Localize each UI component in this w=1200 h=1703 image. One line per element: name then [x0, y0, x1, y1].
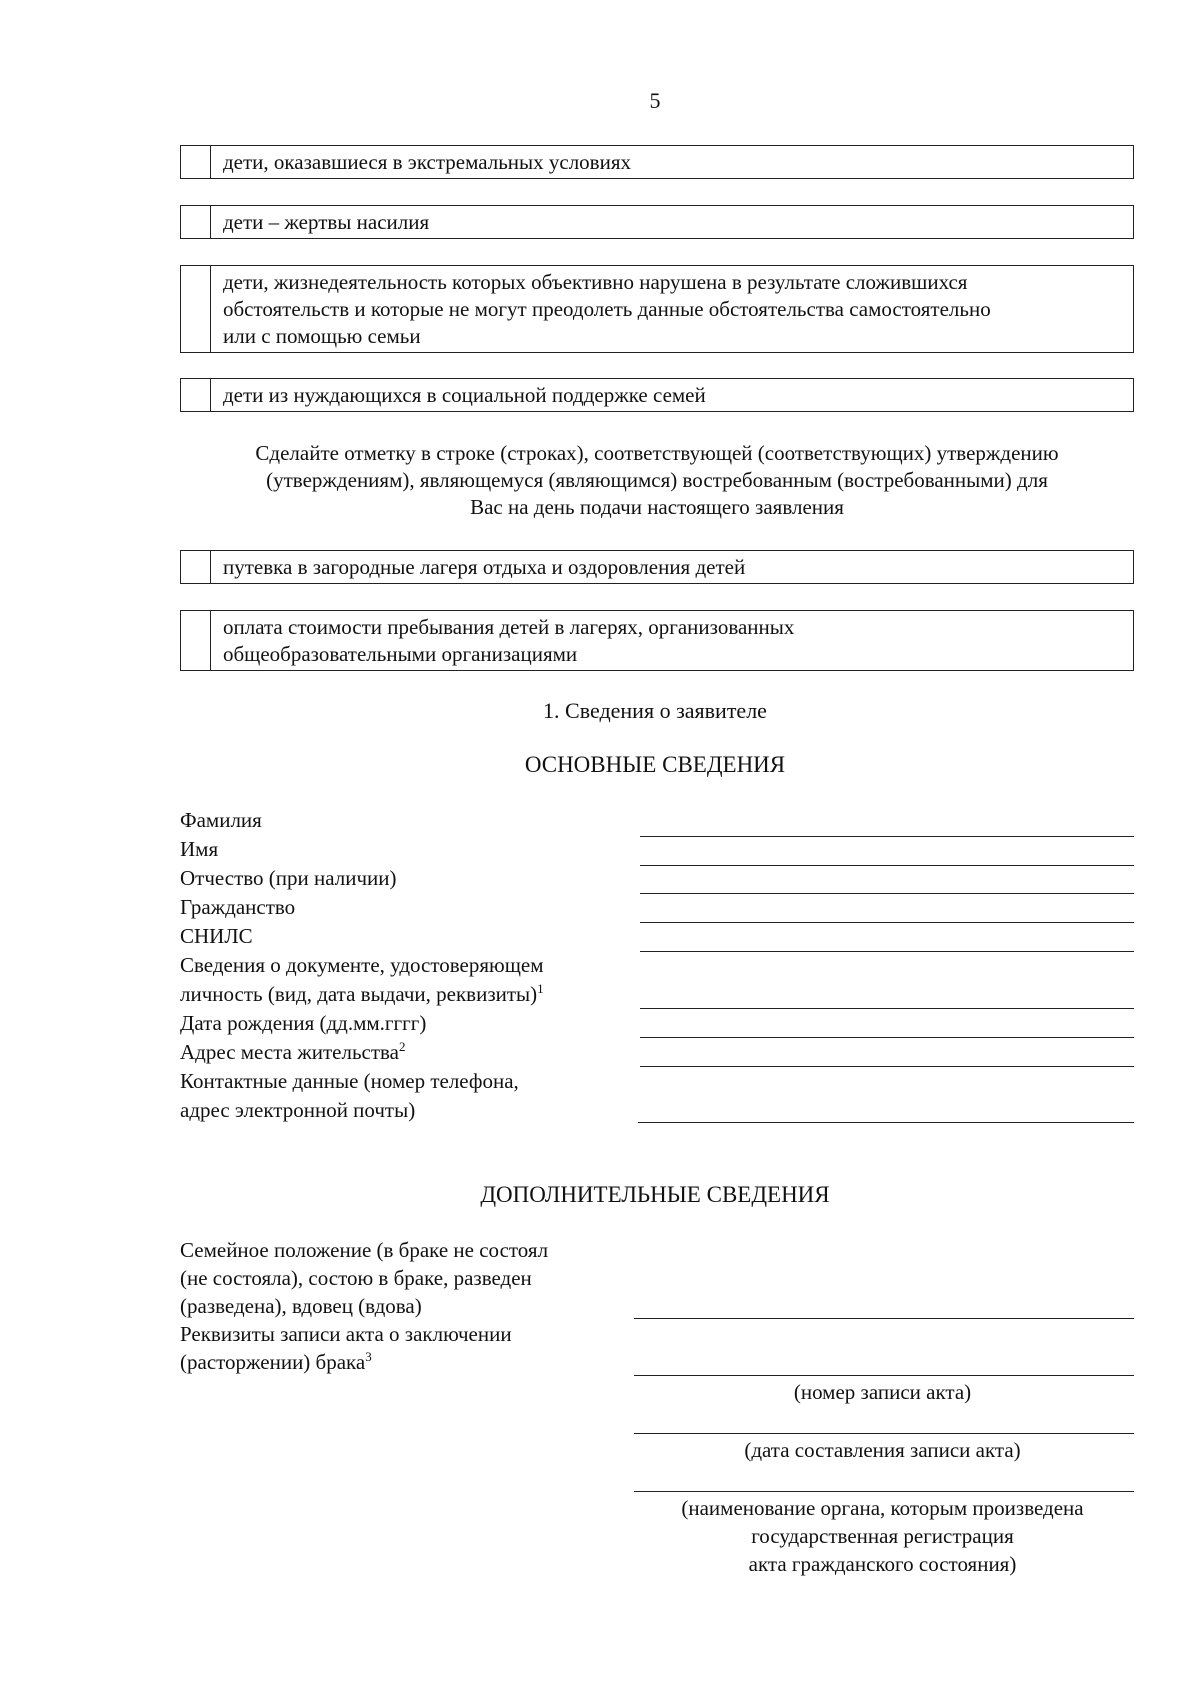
- option-label: дети, оказавшиеся в экстремальных условиях: [223, 150, 631, 174]
- checkbox[interactable]: [181, 146, 211, 178]
- option-label: дети из нуждающихся в социальной поддержке семей: [223, 383, 706, 407]
- authority-caption: (наименование органа, которым произведена государственная регистрация акта гражданского состояния): [681, 1496, 1084, 1576]
- additional-heading: ДОПОЛНИТЕЛЬНЫЕ СВЕДЕНИЯ: [480, 1182, 830, 1207]
- birth-date-field[interactable]: [640, 1037, 1134, 1038]
- address-field[interactable]: [640, 1066, 1134, 1067]
- checkbox[interactable]: [181, 266, 211, 352]
- option-needy-families[interactable]: [180, 378, 1134, 412]
- label-name: Имя: [180, 837, 219, 861]
- option-camp-voucher[interactable]: [180, 550, 1134, 584]
- checkbox[interactable]: [181, 551, 211, 583]
- label-patronymic: Отчество (при наличии): [180, 866, 397, 890]
- option-disrupted-life[interactable]: [180, 265, 1134, 353]
- label-id-document-2: личность (вид, дата выдачи, реквизиты)$^1$: [180, 981, 544, 1006]
- label-marital-1: Семейное положение (в браке не состоял: [180, 1238, 549, 1262]
- option-label: дети – жертвы насилия: [223, 210, 430, 234]
- option-label: оплата стоимости пребывания детей в лагерях, организованных общеобразовательными организациями: [223, 615, 795, 666]
- authority-field[interactable]: [634, 1491, 1134, 1492]
- instruction-text: Сделайте отметку в строке (строках), соответствующей (соответствующих) утверждению (утверждениям), являющемуся (являющимся) востребованным (востребованными) для Вас на день подачи настоящего заявления: [255, 441, 1059, 519]
- label-act-2: (расторжении) брака$^3$: [180, 1349, 372, 1374]
- label-birth-date: Дата рождения (дд.мм.гггг): [180, 1011, 427, 1035]
- surname-field[interactable]: [640, 836, 1134, 837]
- option-label: путевка в загородные лагеря отдыха и оздоровления детей: [223, 555, 746, 579]
- name-field[interactable]: [640, 865, 1134, 866]
- label-id-document-1: Сведения о документе, удостоверяющем: [180, 953, 544, 977]
- label-marital-3: (разведена), вдовец (вдова): [180, 1294, 422, 1318]
- label-surname: Фамилия: [180, 808, 262, 832]
- label-contacts-1: Контактные данные (номер телефона,: [180, 1069, 519, 1093]
- act-number-caption: (номер записи акта): [793, 1380, 972, 1404]
- checkbox[interactable]: [181, 379, 211, 411]
- additional-fields-labels: [180, 1236, 620, 1376]
- snils-field[interactable]: [640, 951, 1134, 952]
- basic-fields-labels: [180, 806, 620, 1125]
- basic-heading: ОСНОВНЫЕ СВЕДЕНИЯ: [524, 752, 786, 777]
- label-snils: СНИЛС: [180, 924, 253, 948]
- option-school-camp-payment[interactable]: [180, 610, 1134, 671]
- patronymic-field[interactable]: [640, 893, 1134, 894]
- label-act-1: Реквизиты записи акта о заключении: [180, 1322, 512, 1346]
- marital-status-field[interactable]: [634, 1318, 1134, 1319]
- option-label: дети, жизнедеятельность которых объективно нарушена в результате сложившихся обстоятельств и которые не могут преодолеть данные обстоятельства самостоятельно или с помощью семьи: [223, 270, 991, 348]
- label-citizenship: Гражданство: [180, 895, 296, 919]
- label-address: Адрес места жительства$^2$: [180, 1039, 406, 1064]
- footnote-mark: 2: [398, 1039, 406, 1054]
- act-number-field[interactable]: [634, 1375, 1134, 1376]
- page-number: 5: [649, 88, 661, 113]
- citizenship-field[interactable]: [640, 922, 1134, 923]
- act-date-caption: (дата составления записи акта): [744, 1438, 1021, 1462]
- checkbox[interactable]: [181, 206, 211, 238]
- label-contacts-2: адрес электронной почты): [180, 1098, 416, 1122]
- checkbox[interactable]: [181, 611, 211, 670]
- id-document-field[interactable]: [640, 1008, 1134, 1009]
- footnote-mark: 3: [365, 1349, 372, 1364]
- option-extreme-conditions[interactable]: [180, 145, 1134, 179]
- option-violence-victims[interactable]: [180, 205, 1134, 239]
- act-date-field[interactable]: [634, 1433, 1134, 1434]
- section-title: 1. Сведения о заявителе: [543, 698, 767, 723]
- contacts-field[interactable]: [638, 1122, 1134, 1123]
- footnote-mark: 1: [537, 981, 544, 996]
- label-marital-2: (не состояла), состою в браке, разведен: [180, 1266, 532, 1290]
